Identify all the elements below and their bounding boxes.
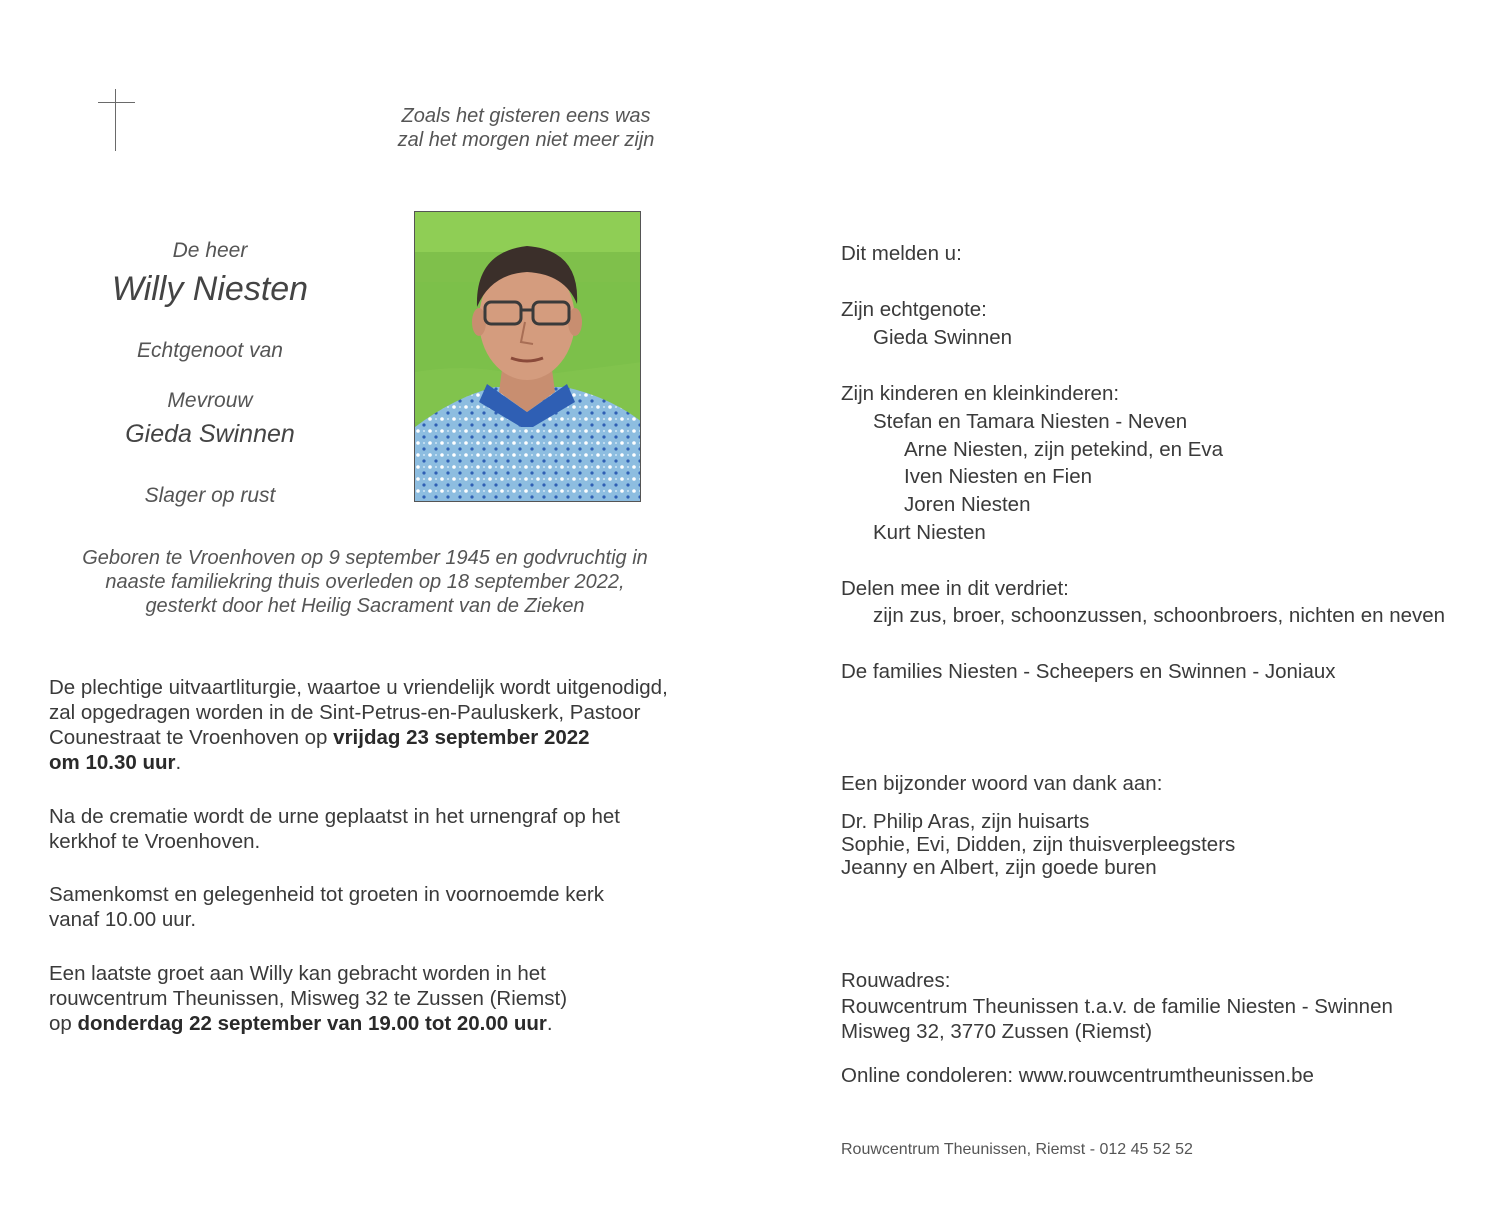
grandchild-entry: Arne Niesten, zijn petekind, en Eva (904, 438, 1224, 461)
online-condolence-link[interactable]: Online condoleren: www.rouwcentrumtheunissen.be (841, 1064, 1314, 1087)
farewell-line-1: Een laatste groet aan Willy kan gebracht worden in het (49, 962, 546, 985)
funeral-paragraph (49, 675, 769, 775)
occupation: Slager op rust (144, 484, 276, 507)
funeral-line-4 (49, 750, 769, 775)
cremation-paragraph (49, 804, 769, 854)
spouse-title: Mevrouw (167, 389, 253, 412)
funeral-date: vrijdag 23 september 2022 (333, 726, 590, 749)
deceased-name: Willy Niesten (111, 270, 309, 308)
family-column (841, 0, 1501, 1214)
funeral-line-3-text: Counestraat te Vroenhoven op (49, 726, 334, 749)
memorial-quote (340, 104, 712, 152)
funeral-line-3 (49, 725, 769, 750)
quote-line-1: Zoals het gisteren eens was (401, 105, 651, 127)
farewell-paragraph (49, 961, 769, 1036)
relation-label: Echtgenoot van (137, 339, 283, 362)
portrait-photo (414, 211, 641, 502)
gathering-line-1: Samenkomst en gelegenheid tot groeten in voornoemde kerk (49, 883, 604, 906)
share-entry: zijn zus, broer, schoonzussen, schoonbroers, nichten en neven (873, 604, 1446, 627)
funeral-line-4-punct: . (175, 751, 182, 774)
farewell-line-3-prefix: op (49, 1012, 78, 1035)
gathering-paragraph (49, 882, 769, 932)
footer-credit: Rouwcentrum Theunissen, Riemst - 012 45 52 52 (841, 1141, 1193, 1158)
thanks-entry: Jeanny en Albert, zijn goede buren (841, 856, 1157, 879)
families-entry: De families Niesten - Scheepers en Swinnen - Joniaux (841, 660, 1336, 683)
farewell-datetime: donderdag 22 september van 19.00 tot 20.00 uur (77, 1012, 547, 1035)
deceased-title: De heer (172, 239, 248, 262)
address-line-1: Rouwcentrum Theunissen t.a.v. de familie Niesten - Swinnen (841, 995, 1393, 1018)
spouse-name: Gieda Swinnen (125, 420, 295, 448)
farewell-line-3 (49, 1011, 769, 1036)
family-intro: Dit melden u: (841, 242, 962, 265)
cross-icon-bar (98, 102, 135, 103)
child-entry: Stefan en Tamara Niesten - Neven (873, 410, 1188, 433)
thanks-entry: Dr. Philip Aras, zijn huisarts (841, 810, 1090, 833)
cremation-line-2: kerkhof te Vroenhoven. (49, 830, 261, 853)
spouse-label: Zijn echtgenote: (841, 298, 987, 321)
funeral-time: om 10.30 uur (49, 751, 176, 774)
farewell-line-3-punct: . (546, 1012, 553, 1035)
born-line-1: Geboren te Vroenhoven op 9 september 1945 en godvruchtig in (82, 547, 648, 569)
cross-icon (115, 89, 116, 151)
birth-death-text (40, 546, 690, 618)
share-label: Delen mee in dit verdriet: (841, 577, 1069, 600)
address-label: Rouwadres: (841, 969, 951, 992)
children-label: Zijn kinderen en kleinkinderen: (841, 382, 1120, 405)
gathering-line-2: vanaf 10.00 uur. (49, 908, 197, 931)
funeral-line-2: zal opgedragen worden in de Sint-Petrus-en-Pauluskerk, Pastoor (49, 701, 641, 724)
address-line-2: Misweg 32, 3770 Zussen (Riemst) (841, 1020, 1153, 1043)
spouse-entry: Gieda Swinnen (873, 326, 1013, 349)
quote-line-2: zal het morgen niet meer zijn (397, 129, 655, 151)
funeral-line-1: De plechtige uitvaartliturgie, waartoe u vriendelijk wordt uitgenodigd, (49, 676, 668, 699)
farewell-line-2: rouwcentrum Theunissen, Misweg 32 te Zussen (Riemst) (49, 987, 568, 1010)
thanks-label: Een bijzonder woord van dank aan: (841, 772, 1163, 795)
born-line-2: naaste familiekring thuis overleden op 18 september 2022, (105, 571, 625, 593)
grandchild-entry: Joren Niesten (904, 493, 1031, 516)
born-line-3: gesterkt door het Heilig Sacrament van de Zieken (145, 595, 585, 617)
cremation-line-1: Na de crematie wordt de urne geplaatst in het urnengraf op het (49, 805, 620, 828)
thanks-entry: Sophie, Evi, Didden, zijn thuisverpleegsters (841, 833, 1236, 856)
child-entry: Kurt Niesten (873, 521, 986, 544)
grandchild-entry: Iven Niesten en Fien (904, 465, 1093, 488)
